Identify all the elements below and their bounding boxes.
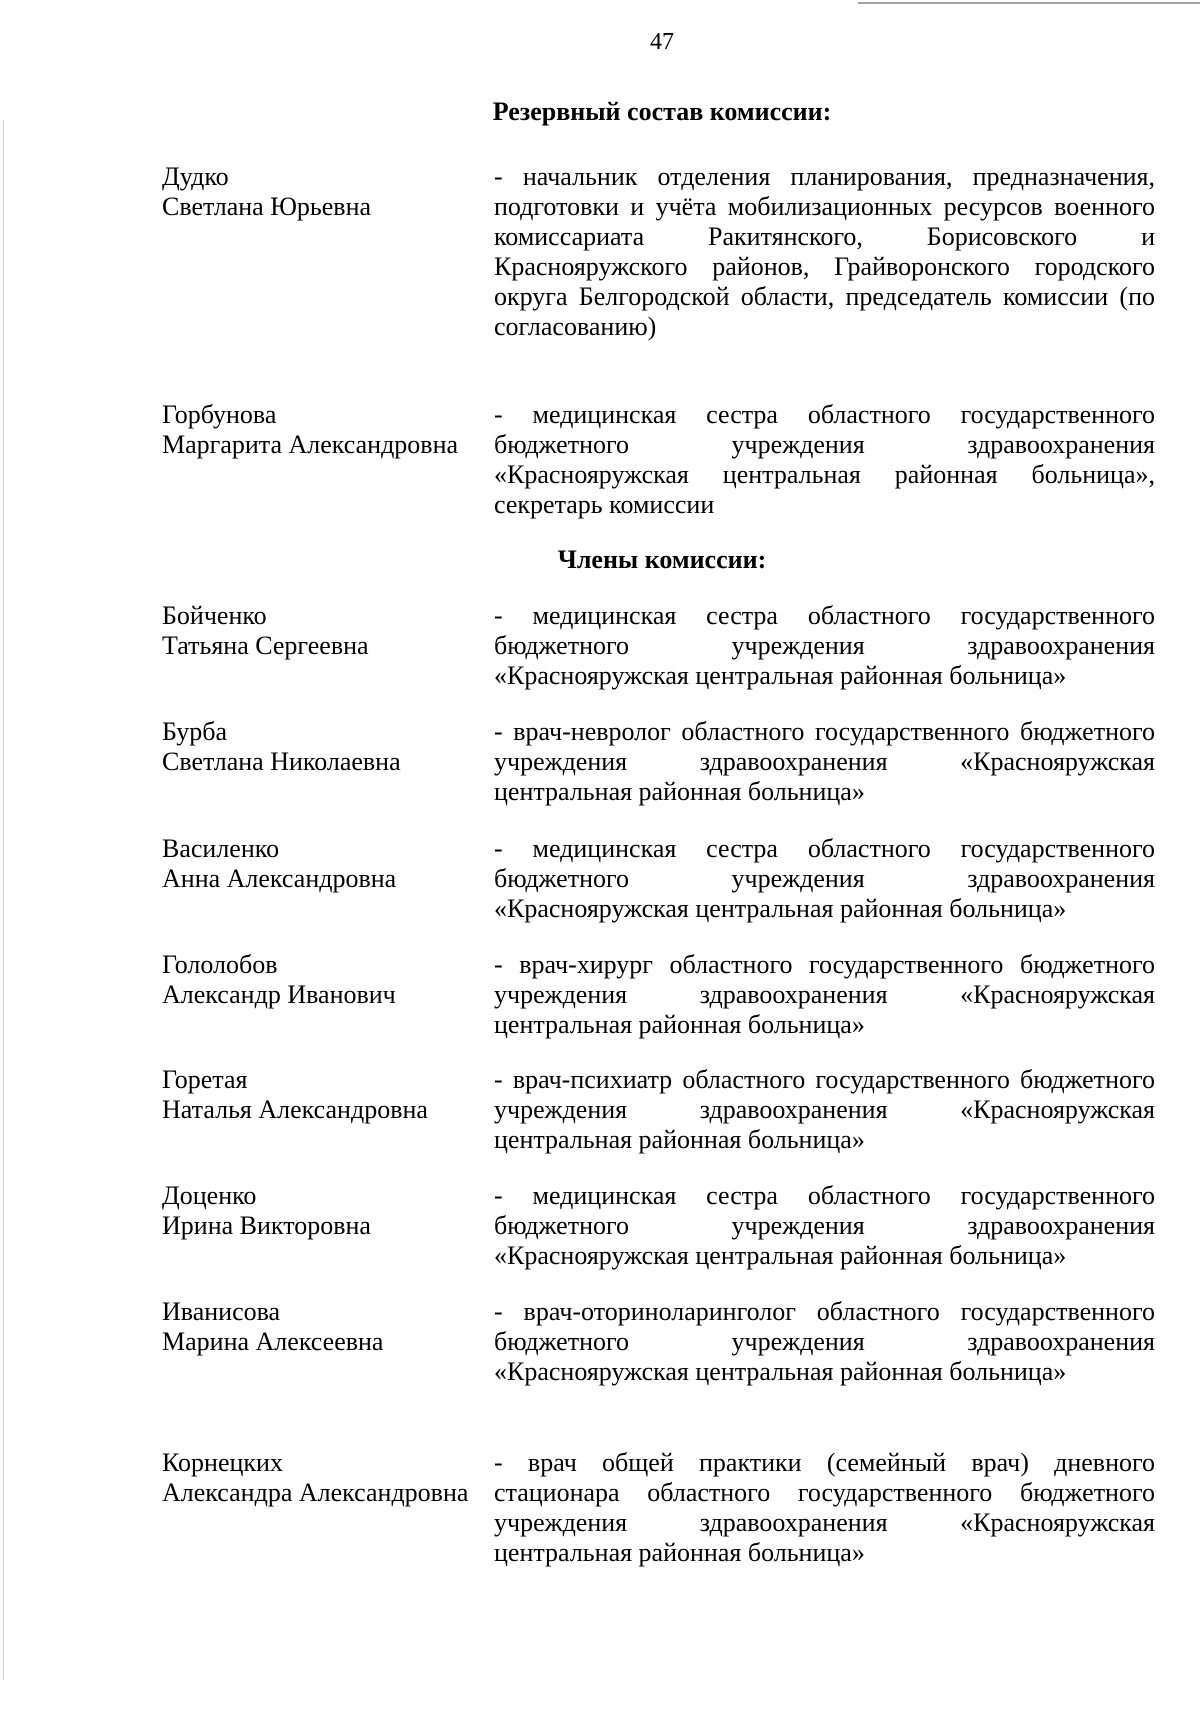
member-given-name: Татьяна Сергеевна xyxy=(162,631,369,660)
member-role: - медицинская сестра областного государственного бюджетного учреждения здравоохранения «Краснояружская центральная районная больница» xyxy=(494,1181,1155,1270)
member-name xyxy=(162,1181,492,1241)
member-given-name: Анна Александровна xyxy=(162,864,397,893)
member-name xyxy=(162,717,492,777)
member-surname: Дудко xyxy=(162,162,229,191)
member-surname: Доценко xyxy=(162,1181,257,1210)
member-role: - врач-хирург областного государственного бюджетного учреждения здравоохранения «Краснояружская центральная районная больница» xyxy=(494,950,1155,1039)
member-name xyxy=(162,834,492,894)
member-role: - начальник отделения планирования, предназначения, подготовки и учёта мобилизационных ресурсов военного комиссариата Ракитянского, Борисовского и Краснояружского районов, Грайворонского городского округа Белгородской области, председатель комиссии (по согласованию) xyxy=(494,162,1155,341)
member-given-name: Марина Алексеевна xyxy=(162,1327,384,1356)
member-name xyxy=(162,950,492,1010)
member-surname: Горетая xyxy=(162,1065,248,1094)
member-given-name: Александр Иванович xyxy=(162,980,396,1009)
member-name xyxy=(162,1065,492,1125)
member-given-name: Светлана Юрьевна xyxy=(162,192,372,221)
member-role: - врач-оториноларинголог областного государственного бюджетного учреждения здравоохранения «Краснояружская центральная районная больница» xyxy=(494,1297,1155,1386)
member-role: - медицинская сестра областного государственного бюджетного учреждения здравоохранения «Краснояружская центральная районная больница», секретарь комиссии xyxy=(494,400,1155,519)
member-surname: Василенко xyxy=(162,834,280,863)
member-given-name: Ирина Викторовна xyxy=(162,1211,371,1240)
member-name xyxy=(162,400,492,460)
member-entry xyxy=(162,1297,1155,1387)
member-role: - медицинская сестра областного государственного бюджетного учреждения здравоохранения «Краснояружская центральная районная больница» xyxy=(494,834,1155,923)
member-entry xyxy=(162,400,1155,520)
section-title-members: Члены комиссии: xyxy=(557,545,767,574)
member-role: - врач-психиатр областного государственного бюджетного учреждения здравоохранения «Краснояружская центральная районная больница» xyxy=(494,1065,1155,1154)
member-entry xyxy=(162,162,1155,342)
member-surname: Бурба xyxy=(162,717,228,746)
member-name xyxy=(162,1448,492,1508)
member-surname: Гололобов xyxy=(162,950,278,979)
section-title-reserve: Резервный состав комиссии: xyxy=(492,97,832,126)
member-name xyxy=(162,1297,492,1357)
member-entry xyxy=(162,950,1155,1040)
member-entry xyxy=(162,1065,1155,1155)
member-surname: Горбунова xyxy=(162,400,277,429)
member-entry xyxy=(162,1448,1155,1568)
member-name xyxy=(162,162,492,222)
member-entry xyxy=(162,834,1155,924)
member-entry xyxy=(162,601,1155,691)
member-entry xyxy=(162,1181,1155,1271)
member-role: - медицинская сестра областного государственного бюджетного учреждения здравоохранения «Краснояружская центральная районная больница» xyxy=(494,601,1155,690)
member-role: - врач общей практики (семейный врач) дневного стационара областного государственного бюджетного учреждения здравоохранения «Краснояружская центральная районная больница» xyxy=(494,1448,1155,1567)
member-given-name: Маргарита Александровна xyxy=(162,430,459,459)
member-given-name: Светлана Николаевна xyxy=(162,747,401,776)
scan-edge-top xyxy=(858,2,1200,4)
member-role: - врач-невролог областного государственного бюджетного учреждения здравоохранения «Краснояружская центральная районная больница» xyxy=(494,717,1155,806)
page-number: 47 xyxy=(650,29,674,55)
member-given-name: Наталья Александровна xyxy=(162,1095,428,1124)
scan-edge-left xyxy=(3,120,4,1680)
member-given-name: Александра Александровна xyxy=(162,1478,469,1507)
member-surname: Иванисова xyxy=(162,1297,281,1326)
member-entry xyxy=(162,717,1155,807)
member-surname: Бойченко xyxy=(162,601,267,630)
member-name xyxy=(162,601,492,661)
member-surname: Корнецких xyxy=(162,1448,283,1477)
